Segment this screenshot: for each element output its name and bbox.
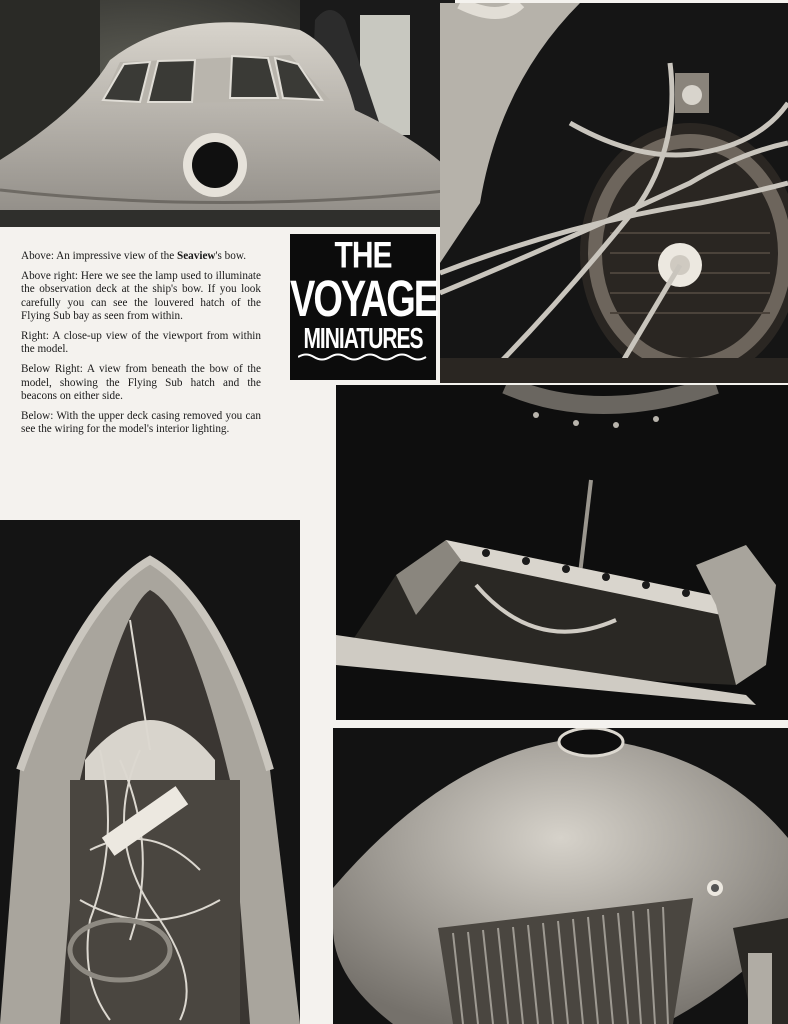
photo-beneath-bow (333, 728, 788, 1024)
photo-viewport-closeup (336, 385, 788, 720)
caption-above: Above: An impressive view of the Seaview's bow. (21, 250, 247, 262)
photo-interior-wiring (0, 520, 300, 1024)
title-line-voyage: VOYAGE (290, 271, 438, 329)
caption-right: Right: A close-up view of the viewport from within the model. (21, 330, 261, 356)
caption-below: Below: With the upper deck casing removed you can see the wiring for the model's interior lighting. (21, 410, 261, 436)
caption-below-right: Below Right: A view from beneath the bow of the model, showing the Flying Sub hatch and the beacons on either side. (21, 363, 261, 402)
photo-seaview-bow (0, 0, 455, 227)
title-block (290, 234, 436, 380)
caption-above-right: Above right: Here we see the lamp used to illuminate the observation deck at the ship's bow. If you look carefully you can see the louvered hatch of the Flying Sub bay as seen from within. (21, 270, 261, 322)
captions-column (21, 250, 261, 443)
title-line-the: THE (334, 234, 392, 276)
title-line-miniatures: MINIATURES (303, 323, 423, 355)
photo-observation-lamp (440, 3, 788, 383)
